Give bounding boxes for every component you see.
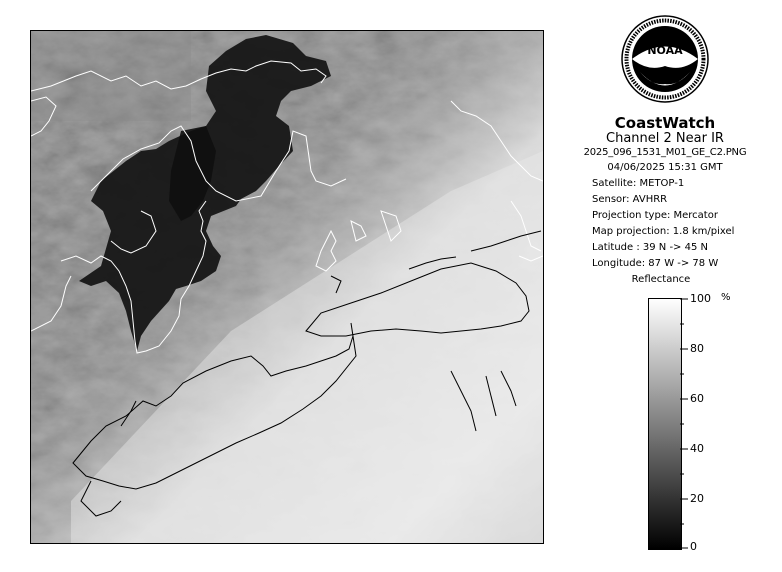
satellite-label: Satellite: METOP-1 [592,178,685,189]
reflectance-colorbar [648,298,682,550]
colorbar-ticks [680,298,690,550]
satellite-map-svg [31,31,543,543]
colorbar-tick-80: 80 [690,342,704,355]
noaa-emblem-icon [620,14,710,104]
acquisition-datetime: 04/06/2025 15:31 GMT [607,162,723,173]
colorbar-tick-100: 100 [690,292,711,305]
svg-text:NOAA: NOAA [647,44,683,57]
projection-type-label: Projection type: Mercator [592,210,718,221]
product-title: CoastWatch [614,114,716,132]
file-name: 2025_096_1531_M01_GE_C2.PNG [583,147,747,158]
colorbar-tick-40: 40 [690,442,704,455]
latitude-range-label: Latitude : 39 N -> 45 N [592,242,708,253]
satellite-image [30,30,544,544]
channel-name: Channel 2 Near IR [606,131,724,146]
sensor-label: Sensor: AVHRR [592,194,668,205]
colorbar-tick-0: 0 [690,540,697,553]
noaa-logo [620,14,710,108]
longitude-range-label: Longitude: 87 W -> 78 W [592,258,719,269]
colorbar-tick-20: 20 [690,492,704,505]
map-projection-label: Map projection: 1.8 km/pixel [592,226,735,237]
colorbar-unit: % [721,292,731,303]
colorbar-tick-60: 60 [690,392,704,405]
colorbar-title: Reflectance [631,274,691,285]
